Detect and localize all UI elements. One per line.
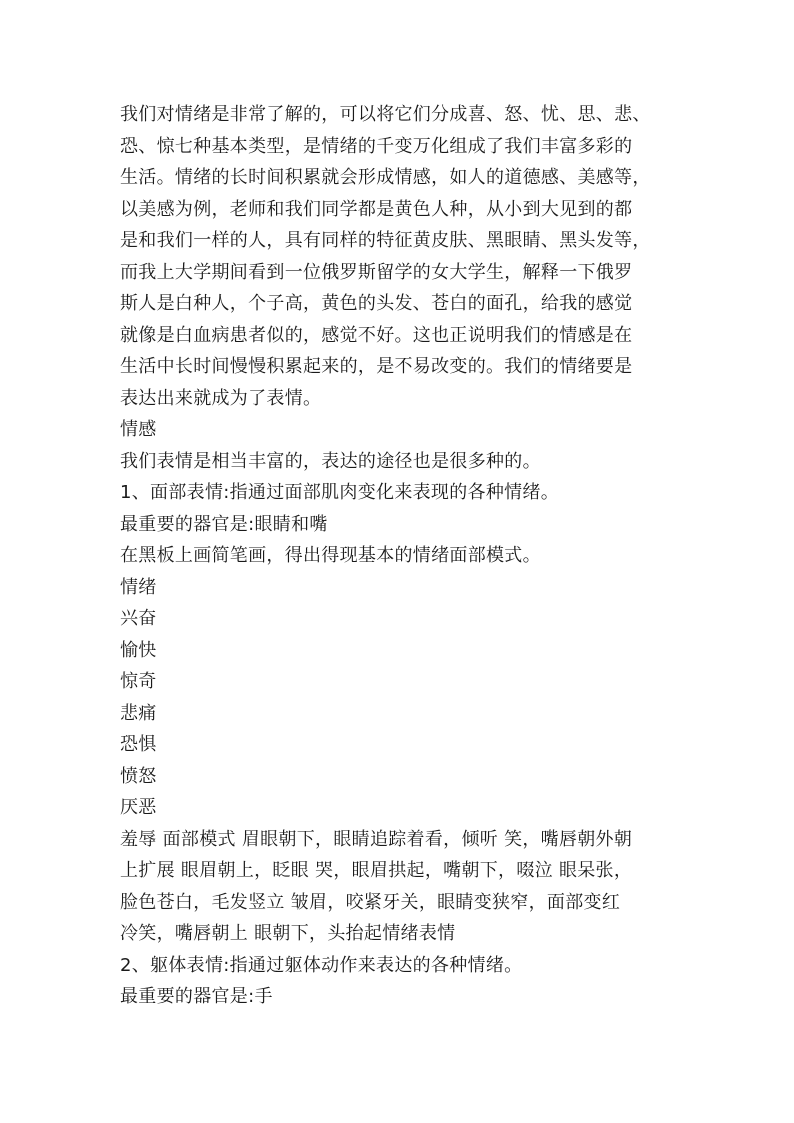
text-line: 生活。情绪的长时间积累就会形成情感，如人的道德感、美感等， xyxy=(120,167,651,188)
text-line: 生活中长时间慢慢积累起来的，是不易改变的。我们的情绪要是 xyxy=(120,356,633,377)
document-body xyxy=(120,99,680,1013)
list-item: 恐惧 xyxy=(120,734,157,755)
text-line: 斯人是白种人，个子高，黄色的头发、苍白的面孔，给我的感觉 xyxy=(120,293,633,314)
text-line: 羞辱 面部模式 眉眼朝下，眼睛追踪着看，倾听 笑，嘴唇朝外朝 xyxy=(120,828,633,850)
text-line: 就像是白血病患者似的，感觉不好。这也正说明我们的情感是在 xyxy=(120,324,633,346)
list-heading: 情绪 xyxy=(120,576,157,598)
list-item: 厌恶 xyxy=(120,797,157,818)
text-line: 表达出来就成为了表情。 xyxy=(120,387,322,409)
text-line: 最重要的器官是:眼睛和嘴 xyxy=(120,513,328,535)
text-line: 2、躯体表情:指通过躯体动作来表达的各种情绪。 xyxy=(120,954,523,976)
text-line: 我们表情是相当丰富的，表达的途径也是很多种的。 xyxy=(120,450,541,472)
text-line: 脸色苍白，毛发竖立 皱眉，咬紧牙关，眼睛变狭窄，面部变红 xyxy=(120,891,621,913)
text-line: 1、面部表情:指通过面部肌肉变化来表现的各种情绪。 xyxy=(120,482,560,503)
text-line: 最重要的器官是:手 xyxy=(120,986,273,1007)
list-item: 兴奋 xyxy=(120,608,157,629)
text-line: 恐、惊七种基本类型，是情绪的千变万化组成了我们丰富多彩的 xyxy=(120,135,633,157)
list-item: 愉快 xyxy=(120,639,157,661)
text-line: 我们对情绪是非常了解的，可以将它们分成喜、怒、忧、思、悲、 xyxy=(120,104,651,125)
text-line: 是和我们一样的人，具有同样的特征黄皮肤、黑眼睛、黑头发等， xyxy=(120,230,651,251)
text-line: 以美感为例，老师和我们同学都是黄色人种，从小到大见到的都 xyxy=(120,198,633,220)
list-item: 悲痛 xyxy=(120,702,157,724)
list-item: 愤怒 xyxy=(120,765,157,787)
text-line: 上扩展 眼眉朝上，眨眼 哭，眼眉拱起，嘴朝下，啜泣 眼呆张， xyxy=(120,860,633,881)
text-line: 而我上大学期间看到一位俄罗斯留学的女大学生，解释一下俄罗 xyxy=(120,261,633,283)
text-line: 冷笑，嘴唇朝上 眼朝下，头抬起情绪表情 xyxy=(120,923,456,944)
list-item: 惊奇 xyxy=(120,671,157,692)
text-line: 在黑板上画简笔画，得出得现基本的情绪面部模式。 xyxy=(120,545,541,566)
section-heading: 情感 xyxy=(120,419,157,440)
